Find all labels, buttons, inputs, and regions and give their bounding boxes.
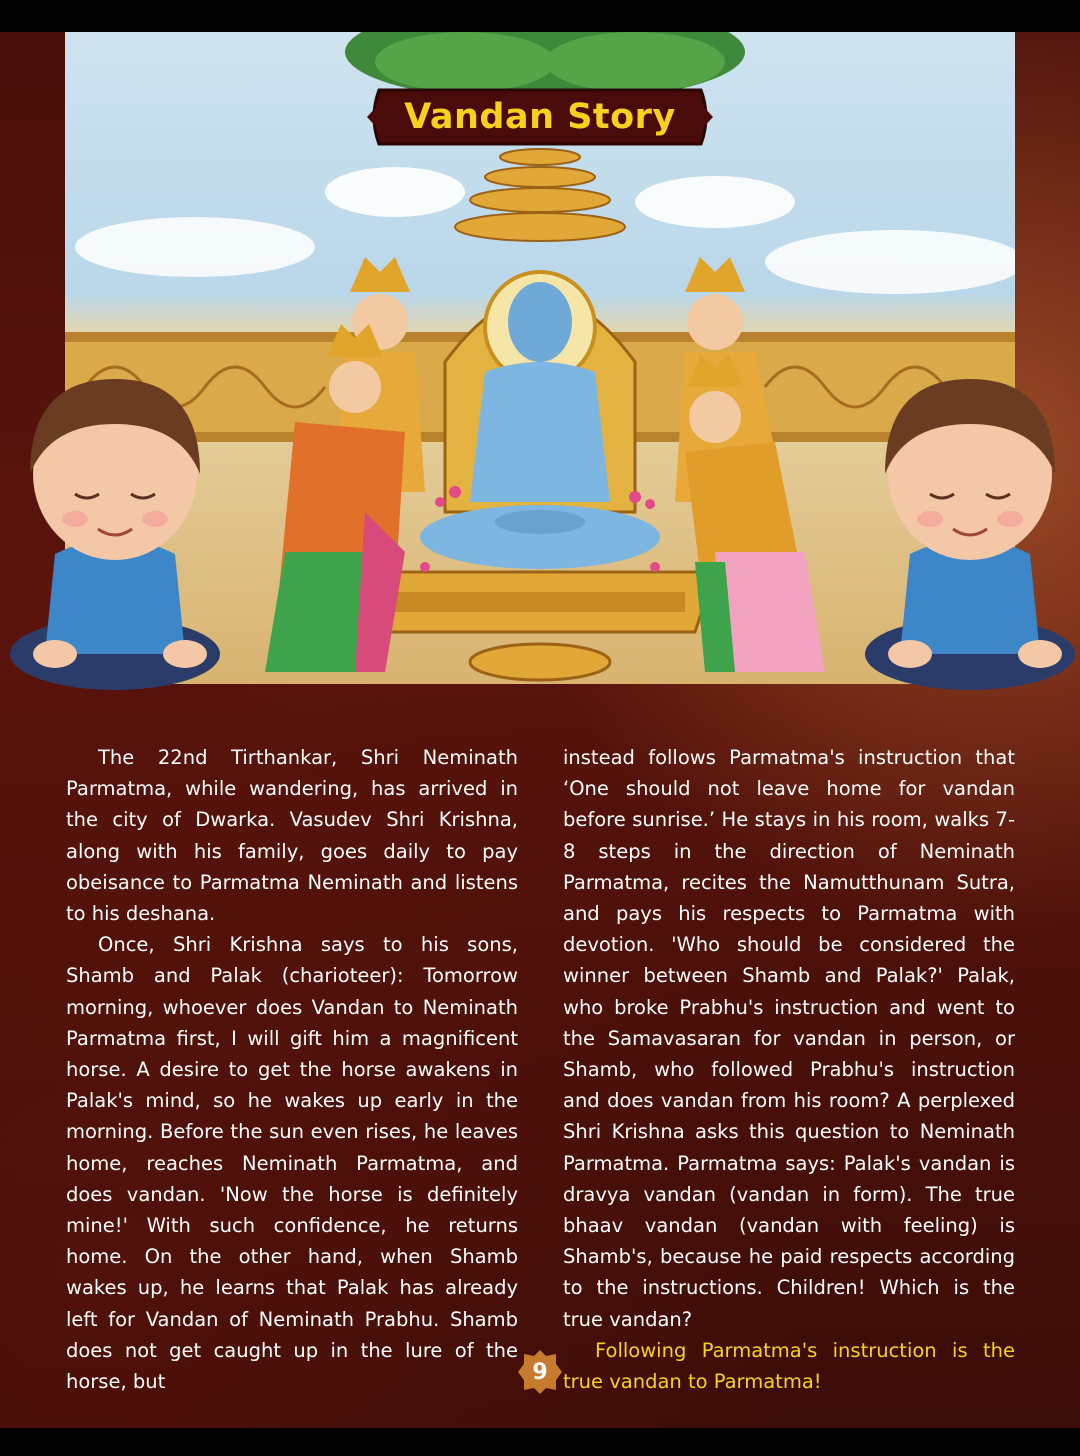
left-paragraph-2: Once, Shri Krishna says to his sons, Shamb and Palak (charioteer): Tomorrow morning, whoever does Vandan to Neminath Parmatma first, I will gift him a magnificent horse. A desire to get the horse awakens in Palak's mind, so he wakes up early in the morning. Before the sun even rises, he leaves home, reaches Neminath Parmatma, and does vandan. 'Now the horse is definitely mine!' With such confidence, he returns home. On the other hand, when Shamb wakes up, he learns that Palak has already left for Vandan of Neminath Prabhu. Shamb does not get caught up in the lure of the horse, but (66, 933, 518, 1394)
right-column (563, 742, 1015, 1397)
page-number-badge (516, 1348, 564, 1396)
highlight-paragraph: Following Parmatma's instruction is the true vandan to Parmatma! (563, 1338, 1015, 1394)
page-title: Vandan Story (404, 97, 676, 137)
left-column (66, 742, 518, 1397)
page-number: 9 (532, 1359, 548, 1385)
meditating-boy-right-icon (855, 354, 1080, 694)
magazine-page (0, 32, 1080, 1428)
meditating-boy-left-icon (0, 354, 230, 694)
title-banner (365, 84, 715, 150)
meditating-boy-right (855, 354, 1080, 694)
right-paragraph-1: instead follows Parmatma's instruction that ‘One should not leave home for vandan before sunrise.’ He stays in his room, walks 7-8 steps in the direction of Neminath Parmatma, recites the Namutthunam Sutra, and pays his respects to Parmatma with devotion. 'Who should be considered the winner between Shamb and Palak?' Palak, who broke Prabhu's instruction and went to the Samavasaran for vandan in person, or Shamb, who followed Prabhu's instruction and does vandan from his room? A perplexed Shri Krishna asks this question to Neminath Parmatma. Parmatma says: Palak's vandan is dravya vandan (vandan in form). The true bhaav vandan (vandan with feeling) is Shamb's, because he paid respects according to the instructions. Children! Which is the true vandan? (563, 746, 1015, 1331)
meditating-boy-left (0, 354, 230, 694)
left-paragraph-1: The 22nd Tirthankar, Shri Neminath Parmatma, while wandering, has arrived in the city of Dwarka. Vasudev Shri Krishna, along with his family, goes daily to pay obeisance to Parmatma Neminath and listens to his deshana. (66, 746, 518, 926)
